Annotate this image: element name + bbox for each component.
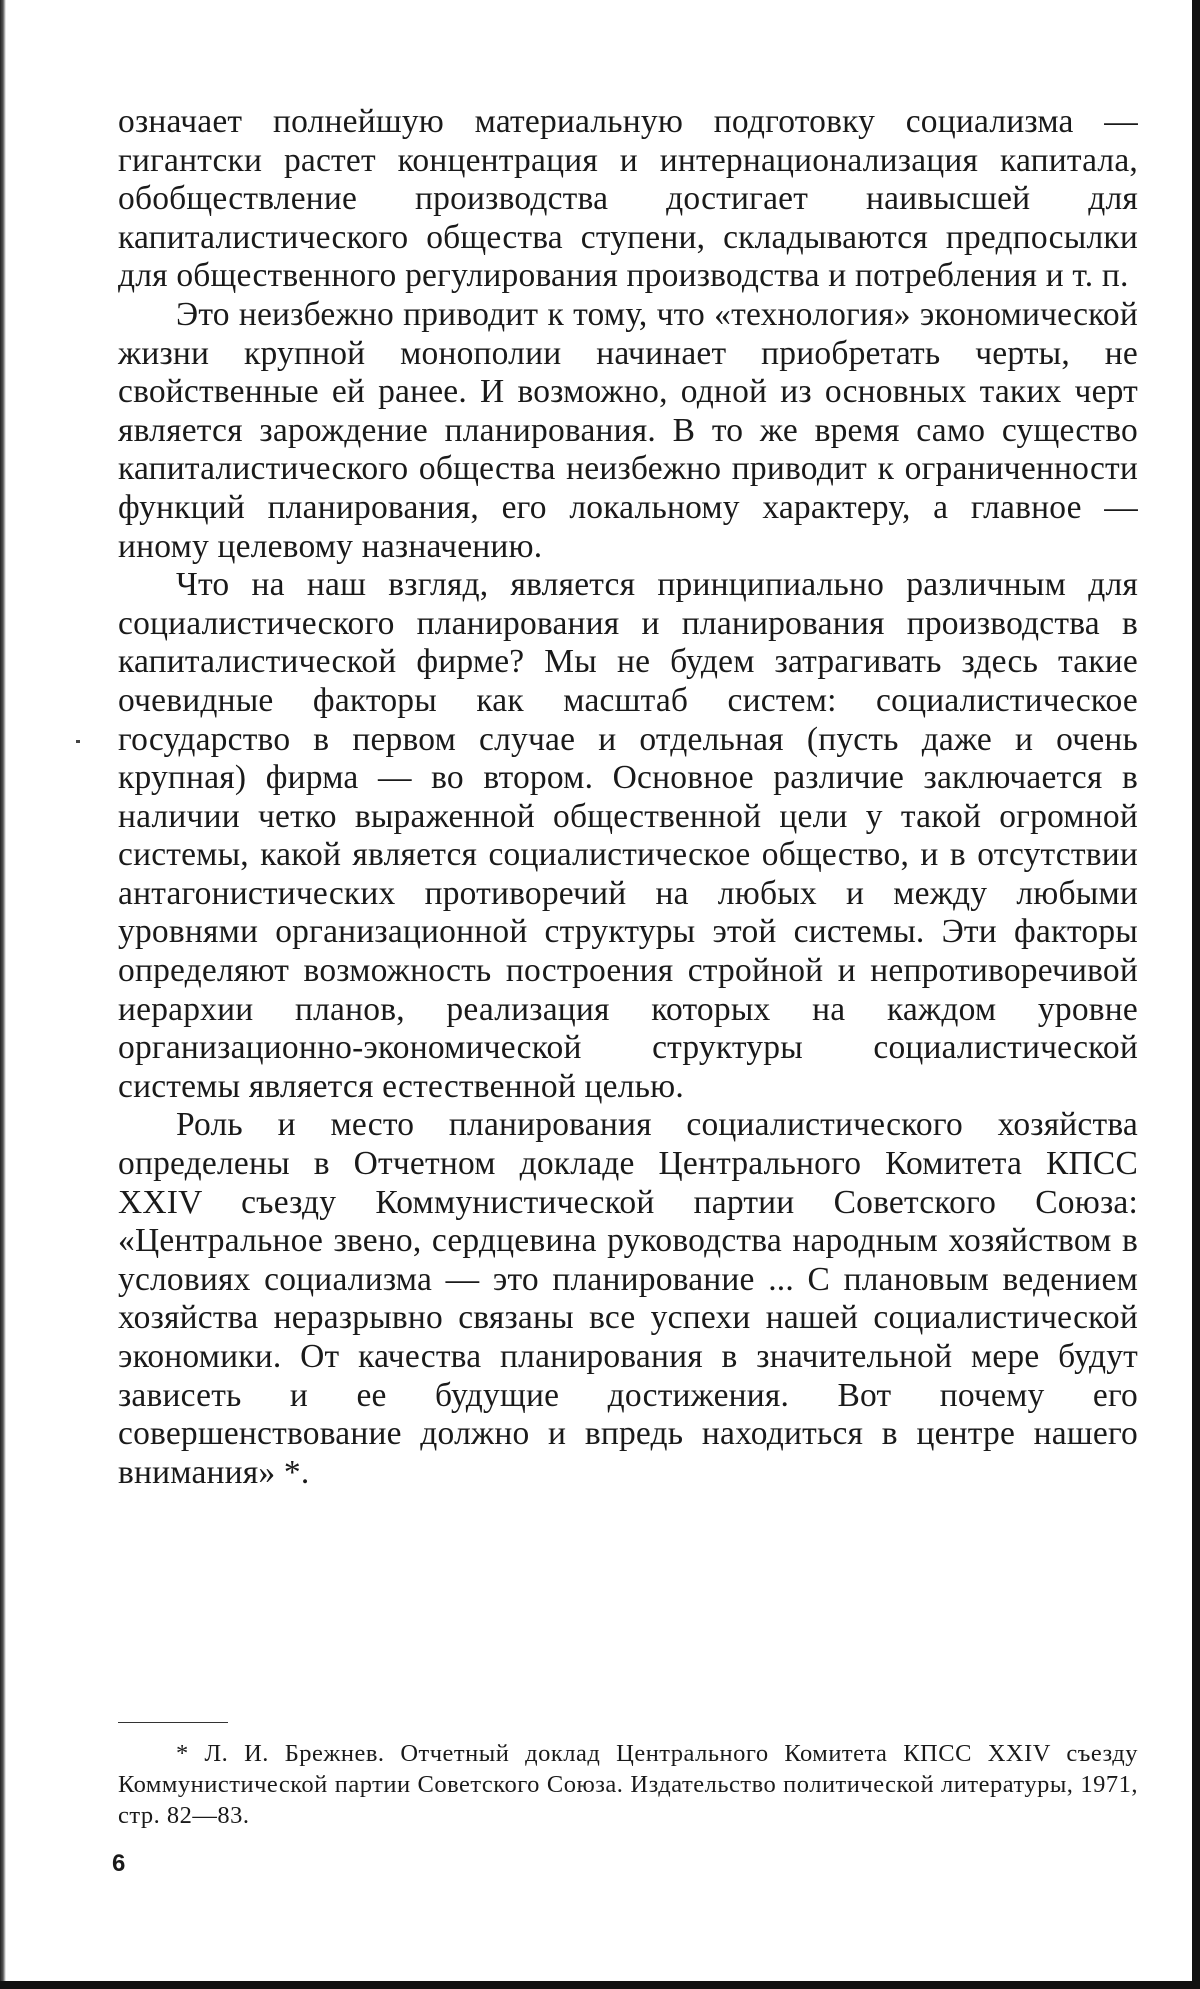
page-right-edge	[1192, 0, 1200, 1989]
page-left-edge	[0, 0, 6, 1989]
paragraph-2: Это неизбежно приводит к тому, что «технология» экономической жизни крупной монополии начинает приобретать черты, не свойственные ей ранее. И возможно, одной из основных таких черт является зарождение планирования. В то же время само существо капиталистического общества неизбежно приводит к ограниченности функций планирования, его локальному характеру, а главное — иному целевому назначению.	[118, 295, 1138, 565]
paragraph-4: Роль и место планирования социалистического хозяйства определены в Отчетном докладе Центрального Комитета КПСС XXIV съезду Коммунистической партии Советского Союза: «Центральное звено, сердцевина руководства народным хозяйством в условиях социализма — это планирование ... С плановым ведением хозяйства неразрывно связаны все успехи нашей социалистической экономики. От качества планирования в значительной мере будут зависеть и ее будущие достижения. Вот почему его совершенствование должно и впредь находиться в центре нашего внимания» *.	[118, 1106, 1138, 1491]
margin-mark	[76, 740, 80, 743]
main-text	[118, 103, 1138, 1492]
page-bottom-edge	[0, 1981, 1200, 1989]
paragraph-1: означает полнейшую материальную подготовку социализма — гигантски растет концентрация и интернационализация капитала, обобществление производства достигает наивысшей для капиталистического общества ступени, складываются предпосылки для общественного регулирования производства и потребления и т. п.	[118, 103, 1138, 295]
page-number: 6	[112, 1850, 126, 1877]
paragraph-3: Что на наш взгляд, является принципиально различным для социалистического планирования и планирования производства в капиталистической фирме? Мы не будем затрагивать здесь такие очевидные факторы как масштаб систем: социалистическое государство в первом случае и отдельная (пусть даже и очень крупная) фирма — во втором. Основное различие заключается в наличии четко выраженной общественной цели у такой огромной системы, какой является социалистическое общество, и в отсутствии антагонистических противоречий на любых и между любыми уровнями организационной структуры этой системы. Эти факторы определяют возможность построения стройной и непротиворечивой иерархии планов, реализация которых на каждом уровне организационно-экономической структуры социалистической системы является естественной целью.	[118, 566, 1138, 1105]
footnote: * Л. И. Брежнев. Отчетный доклад Центрального Комитета КПСС XXIV съезду Коммунистической партии Советского Союза. Издательство политической литературы, 1971, стр. 82—83.	[118, 1740, 1138, 1829]
footnote-separator	[118, 1722, 228, 1723]
